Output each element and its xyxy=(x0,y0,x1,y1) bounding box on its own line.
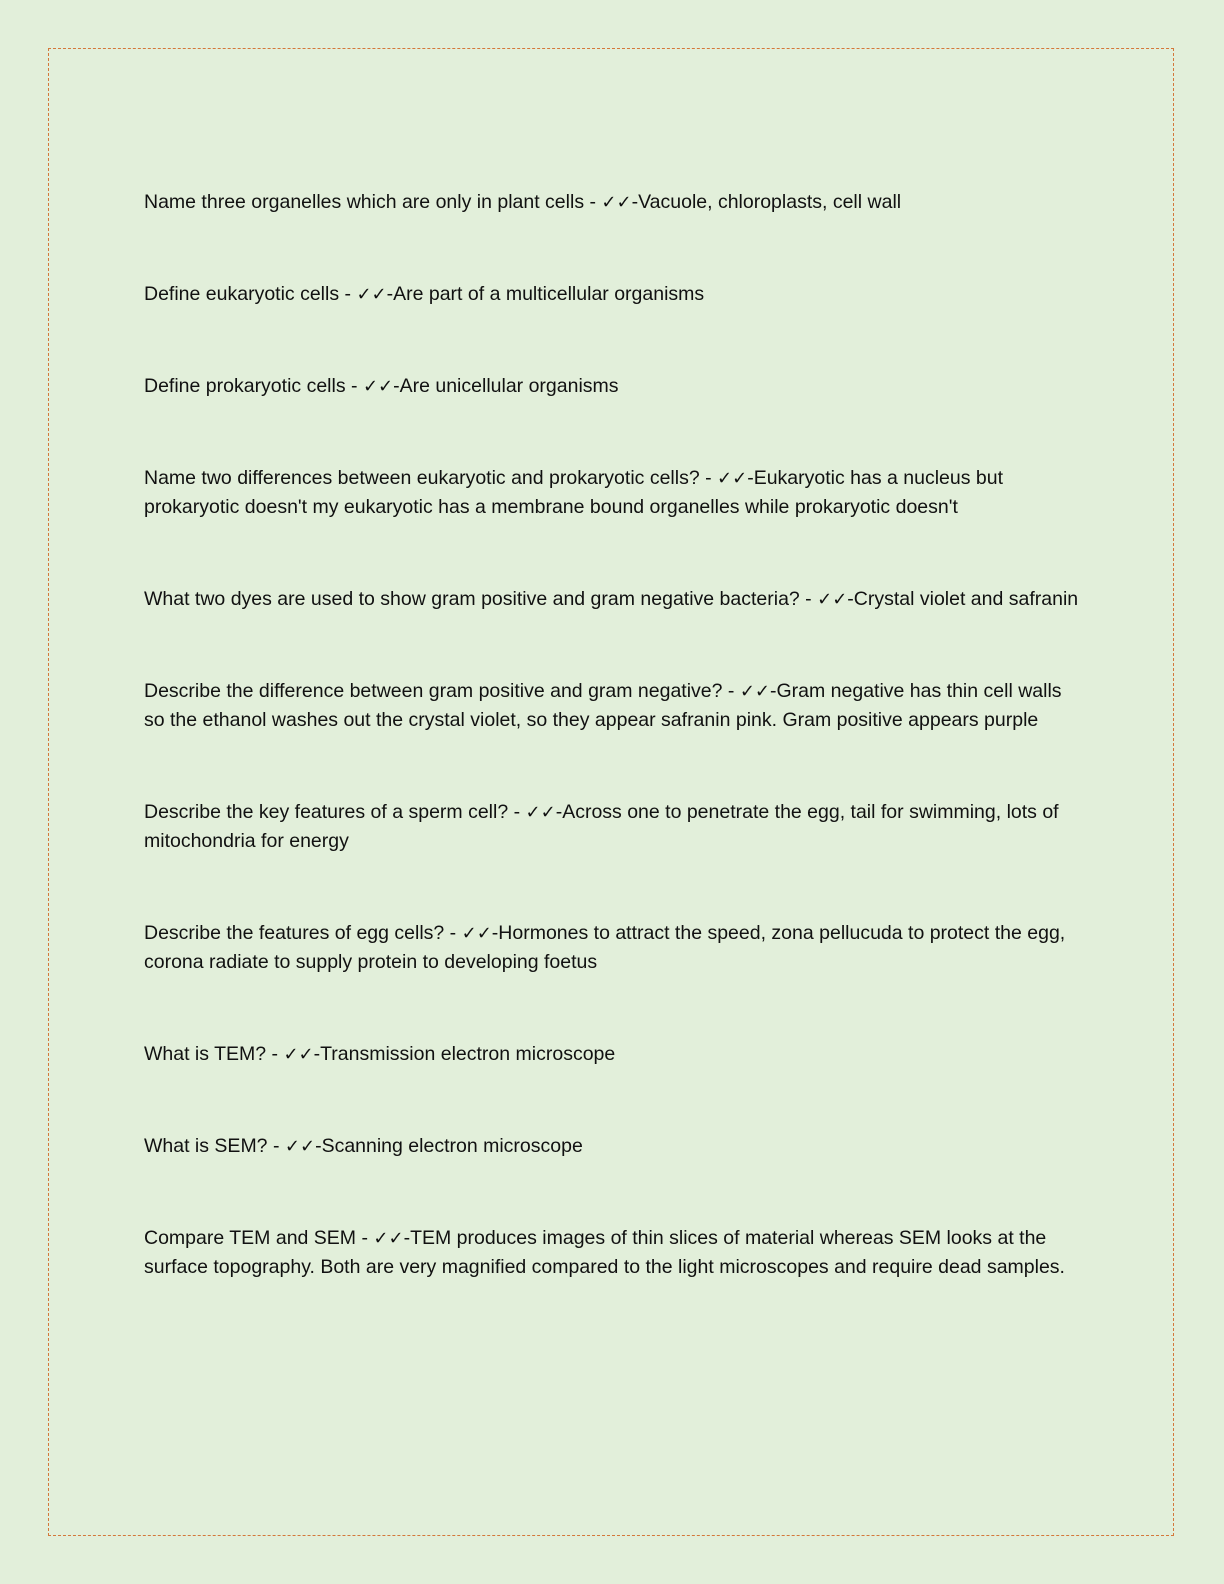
check-mark-icon: ✓✓ xyxy=(739,681,770,702)
separator: - xyxy=(266,1043,284,1065)
answer-prefix: - xyxy=(403,1227,411,1249)
answer-prefix: - xyxy=(555,801,563,823)
qa-item xyxy=(144,280,1084,309)
qa-item xyxy=(144,919,1084,977)
answer-prefix: - xyxy=(393,375,400,397)
answer-prefix: - xyxy=(386,283,394,305)
question-text: Compare TEM and SEM xyxy=(144,1227,357,1249)
separator: - xyxy=(584,191,602,213)
answer-prefix: - xyxy=(847,588,854,610)
question-text: Describe the features of egg cells? xyxy=(144,922,445,944)
answer-prefix: - xyxy=(313,1043,321,1065)
answer-prefix: - xyxy=(747,467,754,489)
question-text: Define prokaryotic cells xyxy=(144,375,346,397)
answer-prefix: - xyxy=(491,922,499,944)
qa-item xyxy=(144,585,1084,614)
answer-text: TEM produces images of thin slices of material whereas SEM looks at the surface topography. Both are very magnified compared to the light microscopes and require dead samples. xyxy=(144,1227,1065,1278)
qa-item xyxy=(144,1224,1084,1282)
question-text: Describe the key features of a sperm cell? xyxy=(144,801,509,823)
check-mark-icon: ✓✓ xyxy=(717,468,748,489)
qa-item xyxy=(144,677,1084,735)
separator: - xyxy=(339,283,357,305)
answer-prefix: - xyxy=(631,191,639,213)
answer-text: Crystal violet and safranin xyxy=(853,588,1079,610)
check-mark-icon: ✓✓ xyxy=(525,802,556,823)
check-mark-icon: ✓✓ xyxy=(601,192,632,213)
answer-text: Hormones to attract the speed, zona pellucuda to protect the egg, corona radiate to supply protein to developing foetus xyxy=(144,922,1066,973)
check-mark-icon: ✓✓ xyxy=(283,1044,314,1065)
check-mark-icon: ✓✓ xyxy=(817,589,848,610)
qa-item xyxy=(144,464,1084,522)
check-mark-icon: ✓✓ xyxy=(362,376,394,397)
answer-text: Scanning electron microscope xyxy=(321,1135,583,1157)
qa-item xyxy=(144,1132,1084,1161)
separator: - xyxy=(699,467,718,489)
question-text: What is SEM? xyxy=(144,1135,268,1157)
separator: - xyxy=(508,801,526,823)
check-mark-icon: ✓✓ xyxy=(373,1228,404,1249)
answer-text: Are unicellular organisms xyxy=(399,375,619,397)
answer-text: Across one to penetrate the egg, tail for swimming, lots of mitochondria for energy xyxy=(144,801,1059,852)
answer-prefix: - xyxy=(770,680,777,702)
qa-item xyxy=(144,188,1084,217)
question-text: What is TEM? xyxy=(144,1043,267,1065)
separator: - xyxy=(267,1135,285,1157)
question-text: Describe the difference between gram positive and gram negative? xyxy=(144,680,723,702)
check-mark-icon: ✓✓ xyxy=(461,923,492,944)
qa-list xyxy=(144,188,1084,1345)
question-text: Define eukaryotic cells xyxy=(144,283,340,305)
check-mark-icon: ✓✓ xyxy=(356,284,387,305)
question-text: What two dyes are used to show gram positive and gram negative bacteria? xyxy=(144,588,800,610)
separator: - xyxy=(799,588,818,610)
answer-prefix: - xyxy=(315,1135,322,1157)
answer-text: Vacuole, chloroplasts, cell wall xyxy=(638,191,902,213)
separator: - xyxy=(345,375,363,397)
qa-item xyxy=(144,798,1084,856)
separator: - xyxy=(356,1227,374,1249)
question-text: Name three organelles which are only in plant cells xyxy=(144,191,585,213)
qa-item xyxy=(144,1040,1084,1069)
answer-text: Eukaryotic has a nucleus but prokaryotic doesn't my eukaryotic has a membrane bound organelles while prokaryotic doesn't xyxy=(144,467,1004,518)
answer-text: Gram negative has thin cell walls so the ethanol washes out the crystal violet, so they appear safranin pink. Gram positive appears purple xyxy=(144,680,1062,731)
answer-text: Transmission electron microscope xyxy=(320,1043,616,1065)
qa-item xyxy=(144,372,1084,401)
question-text: Name two differences between eukaryotic and prokaryotic cells? xyxy=(144,467,700,489)
answer-text: Are part of a multicellular organisms xyxy=(393,283,705,305)
separator: - xyxy=(722,680,740,702)
check-mark-icon: ✓✓ xyxy=(284,1136,316,1157)
separator: - xyxy=(444,922,462,944)
